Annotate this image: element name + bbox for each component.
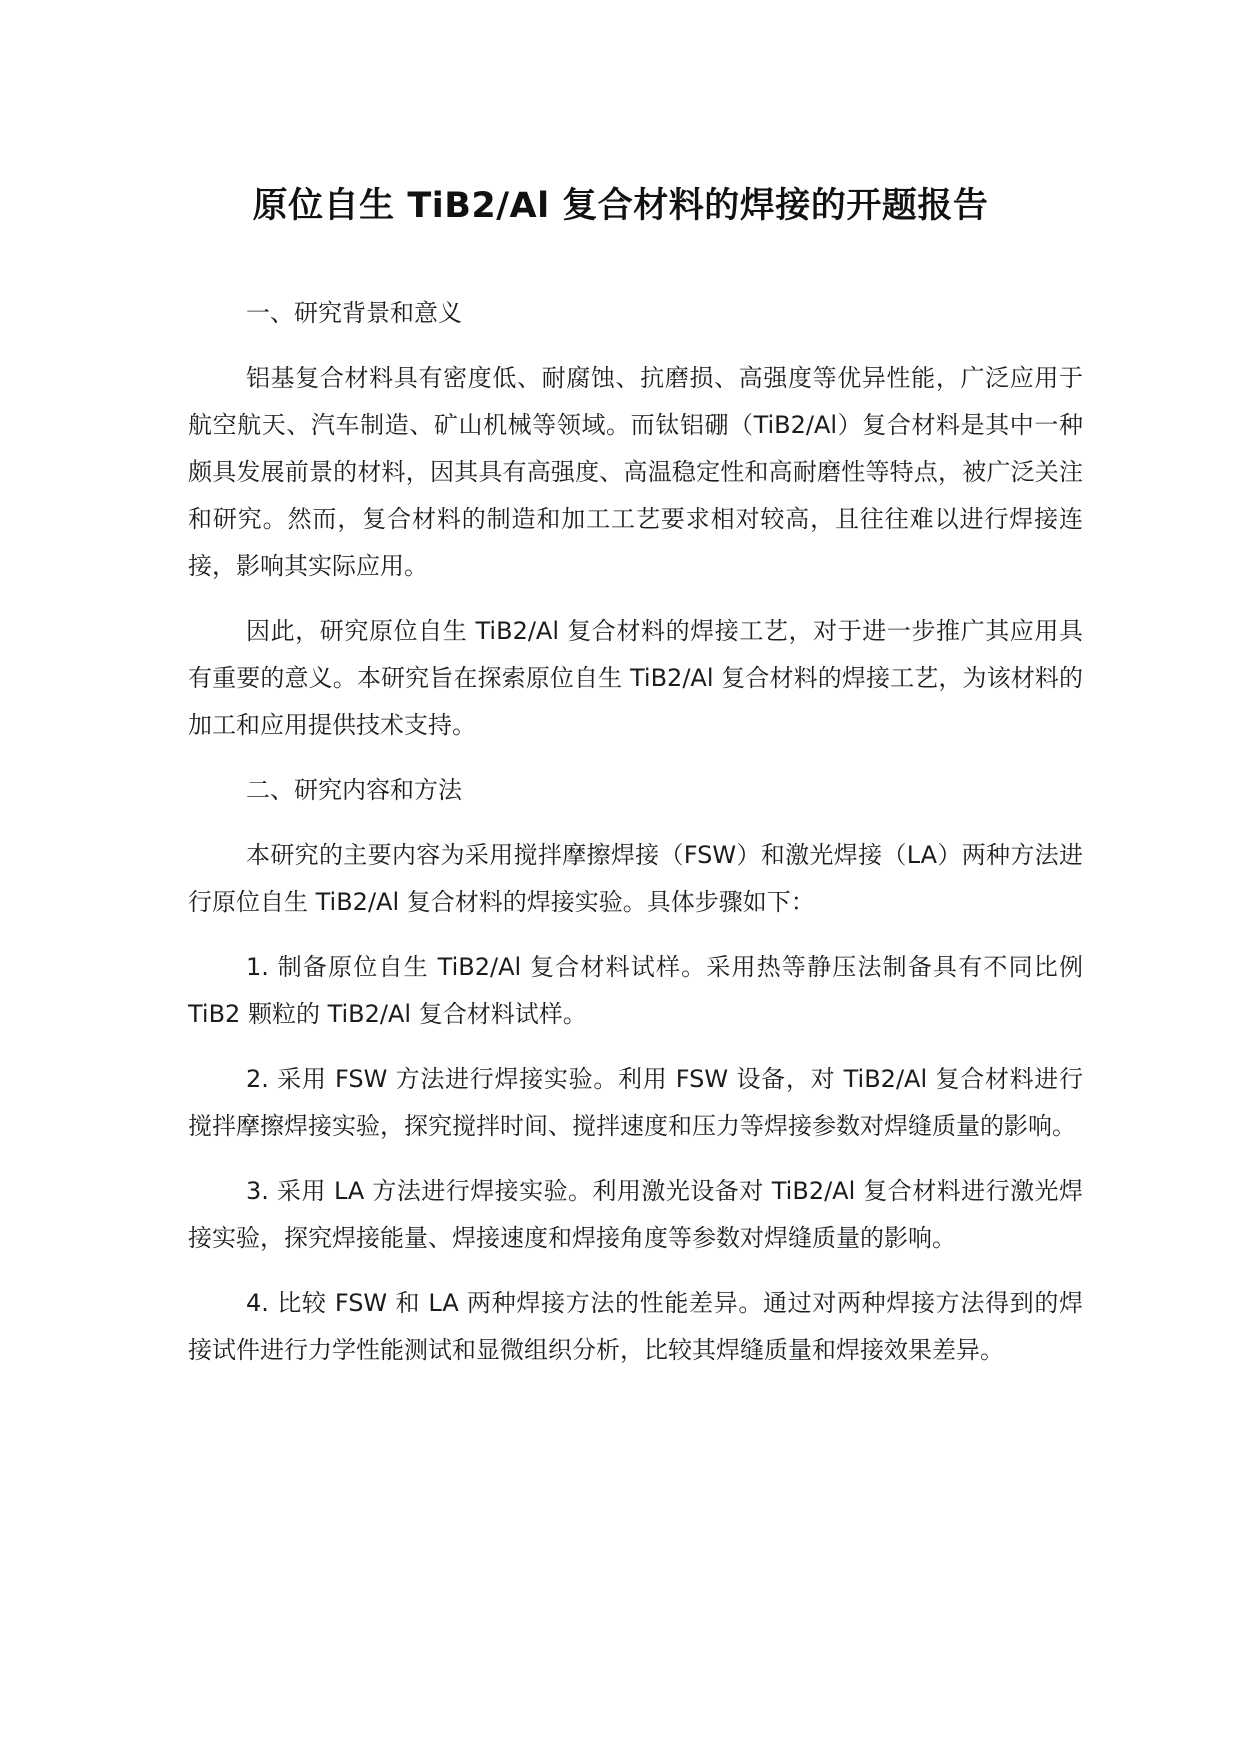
paragraph-background-2: 因此，研究原位自生 TiB2/Al 复合材料的焊接工艺，对于进一步推广其应用具有重要的意义。本研究旨在探索原位自生 TiB2/Al 复合材料的焊接工艺，为该材料的加工和应用提供技术支持。 xyxy=(188,617,1083,739)
document-title: 原位自生 TiB2/Al 复合材料的焊接的开题报告 xyxy=(252,186,989,226)
list-item-step-2: 2. 采用 FSW 方法进行焊接实验。利用 FSW 设备，对 TiB2/Al 复合材料进行搅拌摩擦焊接实验，探究搅拌时间、搅拌速度和压力等焊接参数对焊缝质量的影响。 xyxy=(188,1065,1083,1140)
section-heading-methods: 二、研究内容和方法 xyxy=(246,776,462,804)
document-body xyxy=(188,290,1083,1392)
paragraph-background-1: 铝基复合材料具有密度低、耐腐蚀、抗磨损、高强度等优异性能，广泛应用于航空航天、汽车制造、矿山机械等领域。而钛铝硼（TiB2/Al）复合材料是其中一种颇具发展前景的材料，因其具有高强度、高温稳定性和高耐磨性等特点，被广泛关注和研究。然而，复合材料的制造和加工工艺要求相对较高，且往往难以进行焊接连接，影响其实际应用。 xyxy=(188,364,1083,580)
list-item-step-3: 3. 采用 LA 方法进行焊接实验。利用激光设备对 TiB2/Al 复合材料进行激光焊接实验，探究焊接能量、焊接速度和焊接角度等参数对焊缝质量的影响。 xyxy=(188,1177,1083,1252)
list-item-step-1: 1. 制备原位自生 TiB2/Al 复合材料试样。采用热等静压法制备具有不同比例 TiB2 颗粒的 TiB2/Al 复合材料试样。 xyxy=(188,953,1083,1028)
section-heading-background: 一、研究背景和意义 xyxy=(246,299,462,327)
paragraph-methods-intro: 本研究的主要内容为采用搅拌摩擦焊接（FSW）和激光焊接（LA）两种方法进行原位自生 TiB2/Al 复合材料的焊接实验。具体步骤如下： xyxy=(188,841,1083,916)
list-item-step-4: 4. 比较 FSW 和 LA 两种焊接方法的性能差异。通过对两种焊接方法得到的焊接试件进行力学性能测试和显微组织分析，比较其焊缝质量和焊接效果差异。 xyxy=(188,1289,1083,1364)
